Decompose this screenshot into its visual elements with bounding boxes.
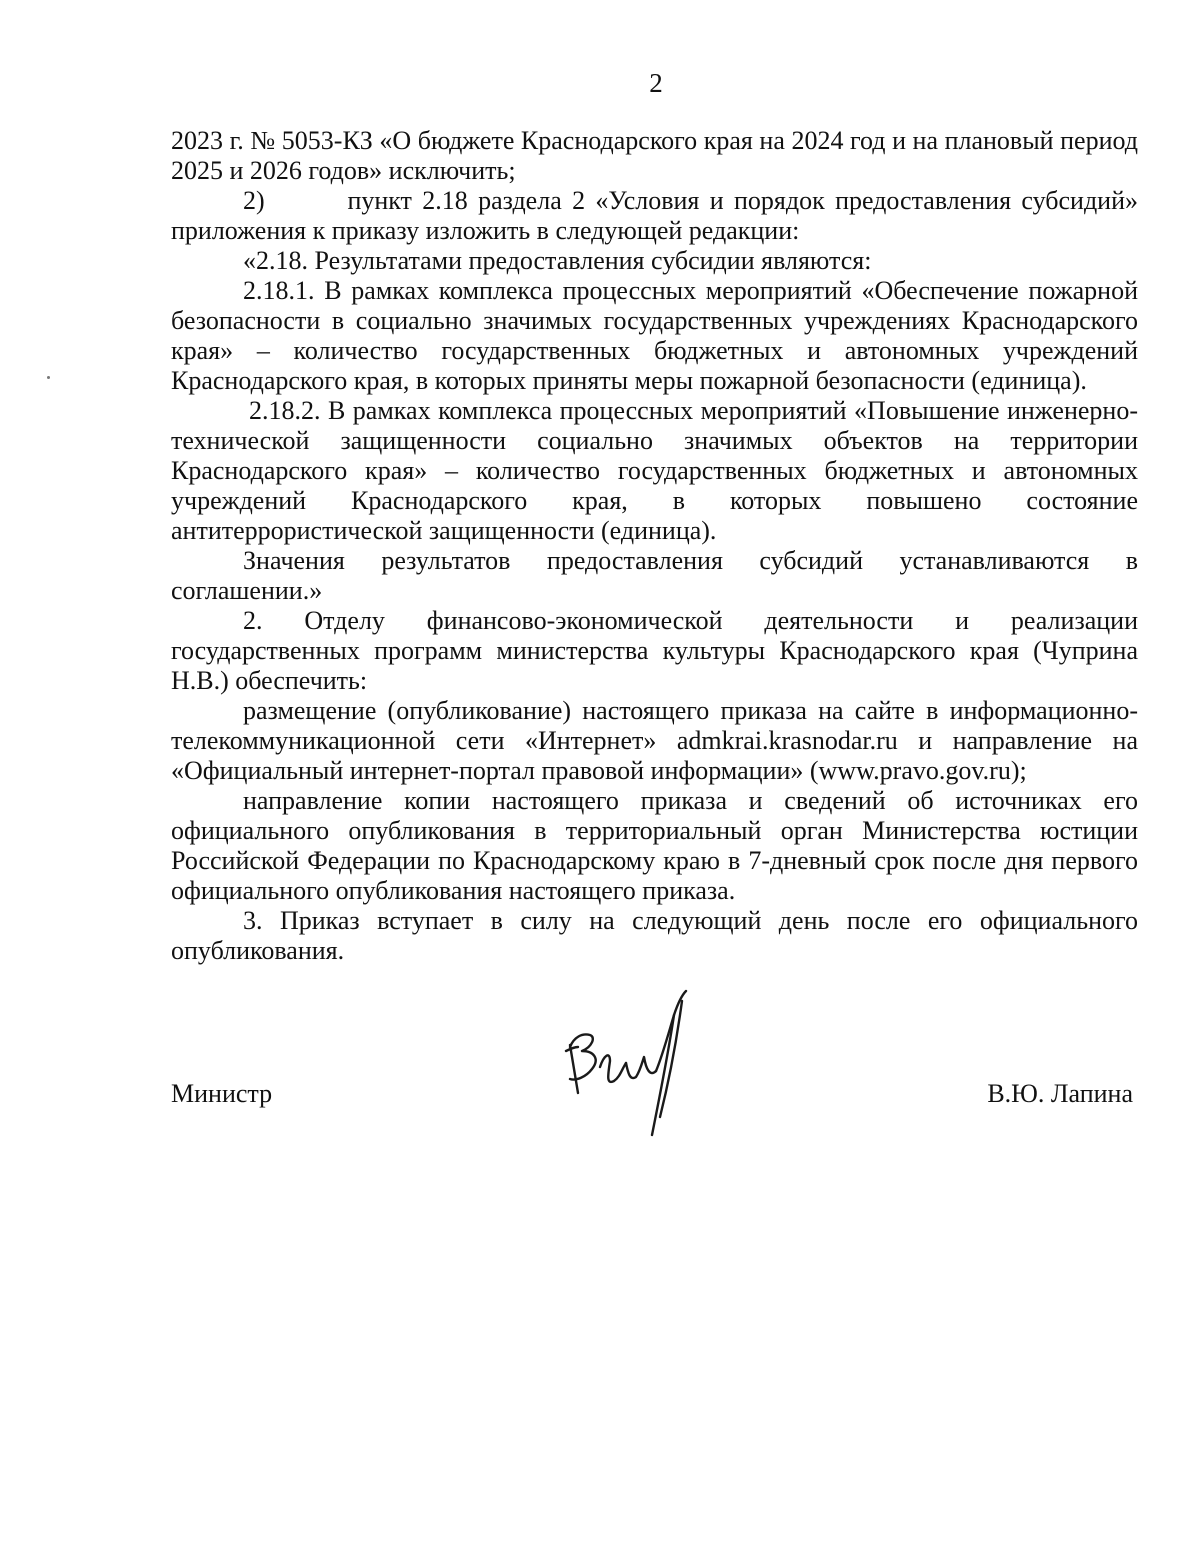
paragraph-2-18-1: 2.18.1. В рамках комплекса процессных мероприятий «Обеспечение пожарной безопасности в социально значимых государственных учреждениях Краснодарского края» – количество государственных бюджетных и автономных учреждений Краснодарского края, в которых приняты меры пожарной безопасности (единица).: [171, 276, 1138, 395]
page-number: 2: [649, 68, 663, 98]
paragraph-copy-direction: направление копии настоящего приказа и сведений об источниках его официального опубликования в территориальный орган Министерства юстиции Российской Федерации по Краснодарскому краю в 7-дневный срок после дня первого официального опубликования настоящего приказа.: [171, 786, 1138, 905]
paragraph-item-2: 2) пункт 2.18 раздела 2 «Условия и порядок предоставления субсидий» приложения к приказу изложить в следующей редакции:: [171, 186, 1145, 245]
document-body: [171, 126, 1145, 966]
paragraph-2-18-2: 2.18.2. В рамках комплекса процессных мероприятий «Повышение инженерно-технической защищенности социально значимых объектов на территории Краснодарского края» – количество государственных бюджетных и автономных учреждений Краснодарского края, в которых повышено состояние антитеррористической защищенности (единица).: [171, 396, 1138, 545]
scan-speck: [47, 376, 50, 379]
paragraph-point-2: 2. Отделу финансово-экономической деятельности и реализации государственных программ министерства культуры Краснодарского края (Чуприна Н.В.) обеспечить:: [171, 606, 1138, 695]
paragraph-continuation: 2023 г. № 5053-КЗ «О бюджете Краснодарского края на 2024 год и на плановый период 2025 и 2026 годов» исключить;: [171, 126, 1138, 185]
paragraph-values: Значения результатов предоставления субсидий устанавливаются в соглашении.»: [171, 546, 1138, 605]
signatory-name: В.Ю. Лапина: [987, 1079, 1133, 1108]
handwritten-signature: [556, 985, 706, 1145]
paragraph-2-18: «2.18. Результатами предоставления субсидии являются:: [243, 246, 872, 275]
paragraph-point-3: 3. Приказ вступает в силу на следующий день после его официального опубликования.: [171, 906, 1138, 965]
signatory-role: Министр: [171, 1079, 273, 1108]
paragraph-publication: размещение (опубликование) настоящего приказа на сайте в информационно-телекоммуникационной сети «Интернет» admkrai.krasnodar.ru и направление на «Официальный интернет-портал правовой информации» (www.pravo.gov.ru);: [171, 696, 1138, 785]
